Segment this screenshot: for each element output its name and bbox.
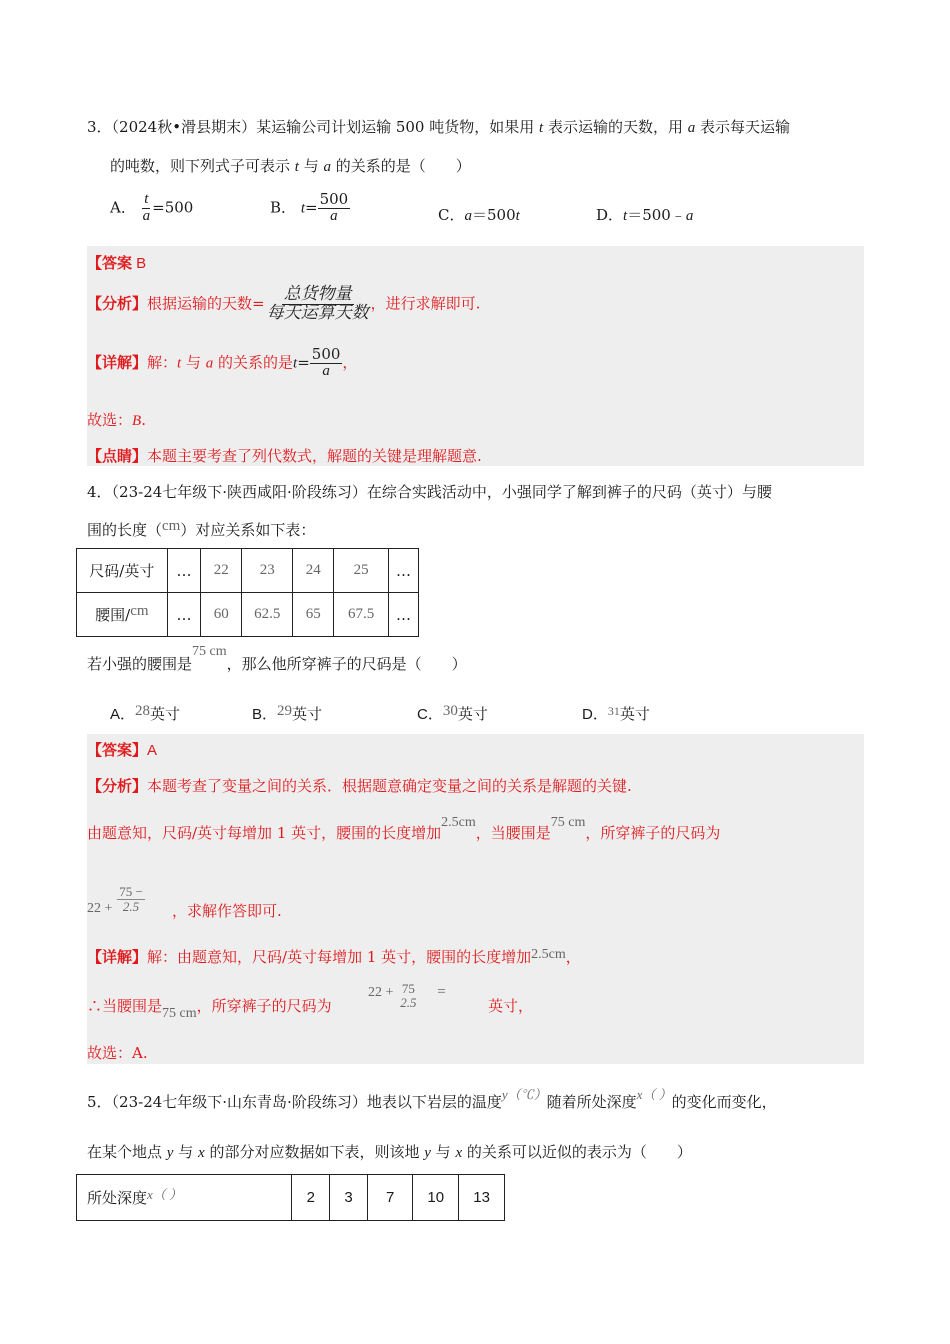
q3-option-c-c: t bbox=[515, 208, 520, 224]
q3-answer-value: B bbox=[132, 255, 147, 272]
q4-detail2-val: 75 cm bbox=[162, 1006, 197, 1021]
q3-option-b[interactable] bbox=[270, 192, 350, 225]
q5-table-sym: x（ ） bbox=[147, 1187, 183, 1202]
q4-table-cell: 60 bbox=[201, 593, 242, 637]
q3-option-b-label: B． bbox=[270, 198, 297, 217]
q4-table-cell: … bbox=[389, 549, 419, 593]
q4-detail2-b: ，所穿裤子的尺码为 bbox=[196, 997, 332, 1015]
q4-question-value: 75 cm bbox=[192, 644, 227, 659]
q3-var-a: a bbox=[687, 120, 696, 136]
q3-choice-text: 故选： bbox=[87, 411, 133, 429]
q4-stem-line2-a: 围的长度（ bbox=[87, 521, 163, 539]
q3-answer-label: 【答案 bbox=[87, 254, 133, 272]
q4-detail-text: 解：由题意知，尺码/英寸每增加 1 英寸，腰围的长度增加 bbox=[147, 948, 532, 966]
q5-stem-line1 bbox=[87, 1087, 777, 1112]
q5-line2-a: 在某个地点 bbox=[87, 1143, 167, 1161]
q3-note bbox=[87, 445, 482, 466]
q4-detail2-end bbox=[488, 995, 533, 1016]
q3-option-b-fraction bbox=[318, 192, 351, 225]
q4-option-b[interactable] bbox=[252, 703, 322, 724]
q4-table-cell: 24 bbox=[293, 549, 334, 593]
q4-detail2-den: 2.5 bbox=[400, 994, 417, 1010]
q5-stem-sym2: x（ ） bbox=[636, 1087, 672, 1102]
q5-table-header-depth bbox=[77, 1175, 292, 1221]
q3-option-b-den: a bbox=[330, 207, 338, 224]
q5-line2-x: x bbox=[198, 1145, 205, 1161]
q4-answer-label: 【答案】 bbox=[87, 741, 148, 759]
q4-detail2-a: ∴当腰围是 bbox=[87, 997, 163, 1015]
q3-option-b-num: 500 bbox=[319, 190, 349, 208]
q4-table-cell: 22 bbox=[201, 549, 242, 593]
q4-detail2-eq: = bbox=[437, 983, 446, 1000]
q3-detail-lhs: t bbox=[293, 355, 298, 372]
q4-detail-line2 bbox=[87, 995, 332, 1021]
q5-source: （23-24七年级下·山东青岛·阶段练习） bbox=[111, 1093, 367, 1111]
q3-note-label: 【点睛】 bbox=[87, 447, 148, 465]
q5-line2-b: 与 bbox=[173, 1143, 198, 1161]
q5-line2-e: 的关系可以近似的表示为（ ） bbox=[462, 1143, 692, 1161]
q5-stem-a: 地表以下岩层的温度 bbox=[366, 1093, 502, 1111]
q4-answer-value: A bbox=[147, 742, 158, 759]
q3-detail-t: t bbox=[177, 355, 182, 372]
q4-choice bbox=[87, 1042, 148, 1063]
q4-table-cell: 23 bbox=[242, 549, 293, 593]
q4-analysis-val2: 75 cm bbox=[550, 815, 586, 830]
q4-option-d-label: D． bbox=[582, 706, 608, 723]
q3-option-c-b: ＝500 bbox=[471, 206, 516, 224]
q4-option-c[interactable] bbox=[417, 703, 488, 724]
q4-source: （23-24七年级下·陕西咸阳·阶段练习） bbox=[111, 483, 367, 501]
q3-option-d-c: a bbox=[685, 208, 694, 224]
q3-option-c-label: C． bbox=[438, 206, 465, 224]
q3-analysis-label: 【分析】 bbox=[87, 294, 148, 313]
q4-formula-num: 75 − bbox=[119, 884, 143, 899]
q4-option-a-label: A． bbox=[110, 706, 136, 723]
q3-detail-label: 【详解】 bbox=[87, 353, 148, 372]
q5-line2-y2: y bbox=[424, 1145, 431, 1161]
q4-number: 4． bbox=[87, 483, 112, 501]
q4-table-row-size bbox=[77, 549, 419, 593]
q4-detail2-num: 75 bbox=[401, 981, 415, 996]
q4-analysis-formula bbox=[87, 884, 145, 917]
q3-detail-var-a: a bbox=[205, 355, 214, 372]
q4-analysis-text: 本题考查了变量之间的关系．根据题意确定变量之间的关系是解题的关键. bbox=[147, 777, 632, 795]
q3-stem-line2-b: 与 bbox=[298, 157, 324, 175]
q3-var-a-2: a bbox=[323, 159, 331, 175]
q4-table-cell: 65 bbox=[293, 593, 334, 637]
q4-analysis-line2-b: ，当腰围是 bbox=[475, 824, 551, 842]
q3-stem-text-2: 表示运输的天数，用 bbox=[543, 118, 688, 136]
q4-analysis-line3-end: ，求解作答即可. bbox=[172, 902, 282, 920]
q5-table-cell: 7 bbox=[367, 1175, 412, 1221]
q5-line2-d: 与 bbox=[430, 1143, 456, 1161]
q4-stem-line2 bbox=[87, 519, 315, 540]
q4-analysis-label: 【分析】 bbox=[87, 777, 148, 795]
q3-detail-eq: = bbox=[297, 353, 310, 372]
q3-choice bbox=[87, 409, 146, 430]
q3-detail bbox=[87, 347, 357, 380]
q3-option-d-a: t bbox=[623, 208, 628, 224]
q4-choice-text: 故选：A. bbox=[87, 1044, 148, 1062]
q3-option-a-num: t bbox=[144, 191, 149, 207]
q4-table-waist-label: 腰围/ bbox=[95, 606, 131, 624]
q3-detail-c: 的关系的是 bbox=[213, 353, 294, 372]
q3-option-a-label: A． bbox=[110, 198, 136, 217]
q5-table-cell: 3 bbox=[330, 1175, 368, 1221]
q4-option-c-label: C． bbox=[417, 706, 443, 723]
q3-detail-b: 与 bbox=[181, 353, 206, 372]
q3-analysis-num: 总货物量 bbox=[283, 284, 352, 304]
q3-option-b-lhs: t bbox=[300, 200, 305, 217]
q3-analysis-text: 根据运输的天数= bbox=[147, 294, 265, 313]
q4-table-row-waist bbox=[77, 593, 419, 637]
q4-analysis-line3 bbox=[172, 900, 282, 921]
q4-question-b: ，那么他所穿裤子的尺码是（ ） bbox=[226, 655, 467, 673]
q5-depth-table bbox=[76, 1174, 505, 1221]
q4-analysis-val1: 2.5cm bbox=[441, 815, 476, 830]
q3-detail-a: 解： bbox=[147, 353, 178, 372]
q3-option-a[interactable] bbox=[110, 192, 193, 225]
q3-option-b-eq: = bbox=[304, 198, 318, 217]
q4-option-a-value: 28 bbox=[135, 703, 151, 719]
q3-stem-line1 bbox=[87, 116, 790, 137]
q4-analysis bbox=[87, 775, 632, 796]
q4-detail2-end-text: 英寸， bbox=[488, 997, 534, 1015]
q4-analysis-line2-c: ，所穿裤子的尺码为 bbox=[585, 824, 721, 842]
q5-stem-line2 bbox=[87, 1141, 692, 1162]
q3-analysis bbox=[87, 286, 480, 323]
q3-choice-value: B bbox=[132, 413, 142, 429]
q4-option-a-unit: 英寸 bbox=[150, 705, 181, 723]
q4-option-b-value: 29 bbox=[277, 703, 293, 719]
q4-table-header-waist bbox=[77, 593, 168, 637]
q3-answer bbox=[87, 252, 146, 273]
q3-detail-num: 500 bbox=[311, 345, 341, 363]
q5-line2-x2: x bbox=[455, 1145, 463, 1161]
q4-table-cell: 62.5 bbox=[242, 593, 293, 637]
q3-analysis-den: 每天运算天数 bbox=[266, 302, 369, 323]
q5-table-cell: 10 bbox=[413, 1175, 459, 1221]
q3-analysis-end: ，进行求解即可. bbox=[370, 294, 481, 313]
q4-option-d-unit: 英寸 bbox=[619, 705, 650, 723]
q4-option-d-value: 31 bbox=[607, 704, 620, 718]
q3-stem-line2-a: 的吨数，则下列式子可表示 bbox=[110, 157, 295, 175]
q3-source: （2024秋•滑县期末） bbox=[111, 118, 257, 136]
q3-option-c[interactable] bbox=[438, 204, 520, 225]
q4-option-c-unit: 英寸 bbox=[457, 705, 488, 723]
q4-formula-fraction bbox=[117, 885, 145, 913]
q5-table-label: 所处深度 bbox=[87, 1189, 148, 1207]
q3-option-a-fraction bbox=[141, 192, 153, 225]
q3-option-a-den: a bbox=[142, 207, 151, 224]
q4-stem-unit: cm bbox=[162, 518, 181, 534]
q5-table-cell: 2 bbox=[292, 1175, 330, 1221]
q3-option-d[interactable] bbox=[596, 204, 693, 225]
q4-table-header-size: 尺码/英寸 bbox=[77, 549, 168, 593]
q4-size-table bbox=[76, 548, 419, 637]
q5-table-cell: 13 bbox=[459, 1175, 505, 1221]
q4-table-cell: 67.5 bbox=[334, 593, 389, 637]
q5-number: 5． bbox=[87, 1093, 112, 1111]
q4-table-cell: … bbox=[167, 549, 201, 593]
q4-stem-line2-b: ）对应关系如下表： bbox=[180, 521, 316, 539]
q4-detail-end: ， bbox=[565, 948, 581, 966]
q4-option-d[interactable] bbox=[582, 703, 650, 724]
q4-detail bbox=[87, 946, 581, 967]
q4-analysis-line2-a: 由题意知，尺码/英寸每增加 1 英寸，腰围的长度增加 bbox=[87, 824, 442, 842]
q4-question-a: 若小强的腰围是 bbox=[87, 655, 193, 673]
q4-formula-lhs: 22 + bbox=[87, 901, 113, 917]
q3-stem-line2 bbox=[110, 155, 471, 176]
q4-detail2-fraction bbox=[398, 982, 418, 1009]
q3-detail-den: a bbox=[322, 362, 330, 379]
q4-stem-text: 在综合实践活动中，小强同学了解到裤子的尺码（英寸）与腰 bbox=[366, 483, 772, 501]
q4-detail-label: 【详解】 bbox=[87, 948, 148, 966]
q5-table-row-depth bbox=[77, 1175, 505, 1221]
q4-formula-den: 2.5 bbox=[122, 898, 140, 914]
q4-option-a[interactable] bbox=[110, 703, 180, 724]
q4-table-cell: … bbox=[167, 593, 201, 637]
q4-question bbox=[87, 644, 467, 674]
q3-stem-text: 某运输公司计划运输 500 吨货物，如果用 bbox=[256, 118, 540, 136]
q3-option-d-b: ＝500﹣ bbox=[627, 206, 686, 224]
q4-table-cell: 25 bbox=[334, 549, 389, 593]
q5-line2-y: y bbox=[166, 1145, 174, 1161]
q3-option-c-a: a bbox=[464, 208, 472, 224]
q5-line2-c: 的部分对应数据如下表，则该地 bbox=[204, 1143, 425, 1161]
q5-stem-sym1: y（℃） bbox=[501, 1087, 547, 1102]
q3-var-t-2: t bbox=[294, 159, 299, 175]
q4-analysis-line2 bbox=[87, 815, 721, 843]
q4-answer bbox=[87, 739, 157, 760]
q3-option-a-rest: =500 bbox=[152, 198, 194, 217]
q3-stem-text-3: 表示每天运输 bbox=[695, 118, 791, 136]
q5-stem-c: 的变化而变化， bbox=[671, 1093, 777, 1111]
q3-detail-fraction bbox=[310, 347, 343, 380]
q4-detail2-formula bbox=[368, 982, 446, 1009]
q4-detail-val: 2.5cm bbox=[531, 947, 566, 962]
q3-stem-line2-c: 的关系的是（ ） bbox=[331, 157, 471, 175]
q4-stem-line1 bbox=[87, 481, 772, 502]
q3-var-t: t bbox=[539, 120, 544, 136]
q3-option-d-label: D． bbox=[596, 206, 624, 224]
q4-table-waist-unit: cm bbox=[130, 603, 149, 619]
q4-option-c-value: 30 bbox=[442, 703, 458, 719]
q3-choice-end: . bbox=[141, 411, 146, 429]
q4-detail2-formula-lhs: 22 + bbox=[368, 984, 394, 1000]
q3-analysis-fraction bbox=[265, 286, 371, 323]
q4-table-cell: … bbox=[389, 593, 419, 637]
q4-option-b-label: B． bbox=[252, 706, 278, 723]
q3-detail-end: ， bbox=[342, 353, 358, 372]
q3-note-text: 本题主要考查了列代数式，解题的关键是理解题意. bbox=[147, 447, 482, 465]
q4-option-b-unit: 英寸 bbox=[292, 705, 323, 723]
q5-stem-b: 随着所处深度 bbox=[546, 1093, 637, 1111]
q3-number: 3． bbox=[87, 118, 112, 136]
